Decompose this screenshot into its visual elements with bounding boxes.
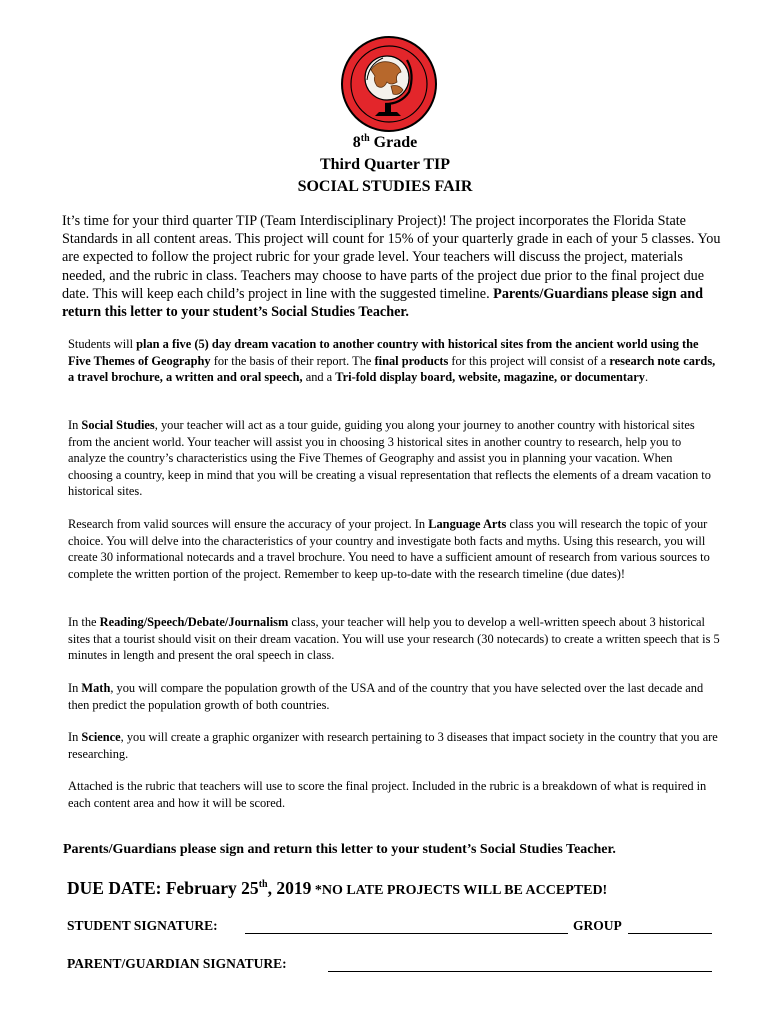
- fair-heading: SOCIAL STUDIES FAIR: [297, 178, 473, 195]
- math-paragraph: In Math, you will compare the population growth of the USA and of the country that you have selected over the last decade and then predict the population growth of both countries.: [68, 681, 704, 712]
- sign-return-notice: Parents/Guardians please sign and return this letter to your student’s Social Studies Teacher.: [63, 842, 616, 857]
- intro-paragraph: It’s time for your third quarter TIP (Team Interdisciplinary Project)! The project incorporates the Florida State Standards in all content areas. This project will count for 15% of your quarterly grade in each of your 5 classes. You are expected to follow the project rubric for your grade level. Your teachers will discuss the project, materials needed, and the rubric in class. Teachers may choose to have parts of the project due prior to the final project due date. This will keep each child’s project in line with the suggested timeline. Parents/Guardians please sign and return this letter to your student’s Social Studies Teacher.: [62, 213, 721, 321]
- student-signature-line[interactable]: [245, 933, 568, 934]
- group-line[interactable]: [628, 933, 712, 934]
- document-title: [0, 132, 770, 198]
- rubric-paragraph: Attached is the rubric that teachers will use to score the final project. Included in the rubric is a breakdown of what is required in each content area and how it will be scored.: [68, 779, 707, 810]
- grade-heading: 8th Grade: [352, 133, 418, 151]
- student-signature-label: STUDENT SIGNATURE:: [67, 918, 218, 933]
- overview-paragraph: Students will plan a five (5) day dream vacation to another country with historical sites from the ancient world using the Five Themes of Geography for the basis of their report. The final products for this project will consist of a research note cards, a travel brochure, a written and oral speech, and a Tri-fold display board, website, magazine, or documentary.: [68, 337, 716, 385]
- due-date-line: DUE DATE: February 25th, 2019 *NO LATE PROJECTS WILL BE ACCEPTED!: [67, 878, 608, 898]
- parent-signature-label: PARENT/GUARDIAN SIGNATURE:: [67, 956, 287, 971]
- social-studies-paragraph: In Social Studies, your teacher will act as a tour guide, guiding you along your journey to another country with historical sites from the ancient world. Your teacher will assist you in choosing 3 historical sites in another country to research, help you to analyze the country’s characteristics using the Five Themes of Geography and assist you in planning your vacation. When choosing a country, keep in mind that you will be creating a visual representation that reflects the elements of a dream vacation to historical sites.: [68, 418, 711, 499]
- parent-signature-line[interactable]: [328, 971, 712, 972]
- quarter-heading: Third Quarter TIP: [319, 156, 451, 173]
- group-label: GROUP: [573, 918, 622, 933]
- globe-logo-icon: [339, 34, 439, 134]
- science-paragraph: In Science, you will create a graphic organizer with research pertaining to 3 diseases that impact society in the country that you are researching.: [68, 730, 718, 761]
- reading-speech-paragraph: In the Reading/Speech/Debate/Journalism class, your teacher will help you to develop a well-written speech about 3 historical sites that a tourist should visit on their dream vacation. You will use your research (30 notecards) to create a written speech that is 5 minutes in length and present the oral speech in class.: [68, 615, 720, 663]
- language-arts-paragraph: Research from valid sources will ensure the accuracy of your project. In Language Arts class you will research the topic of your choice. You will delve into the characteristics of your country and investigate both facts and myths. Using this research, you will create 30 informational notecards and a travel brochure. You need to have a sufficient amount of research from various sources to complete the written portion of the project. Remember to keep up-to-date with the research timeline (due dates)!: [68, 517, 710, 581]
